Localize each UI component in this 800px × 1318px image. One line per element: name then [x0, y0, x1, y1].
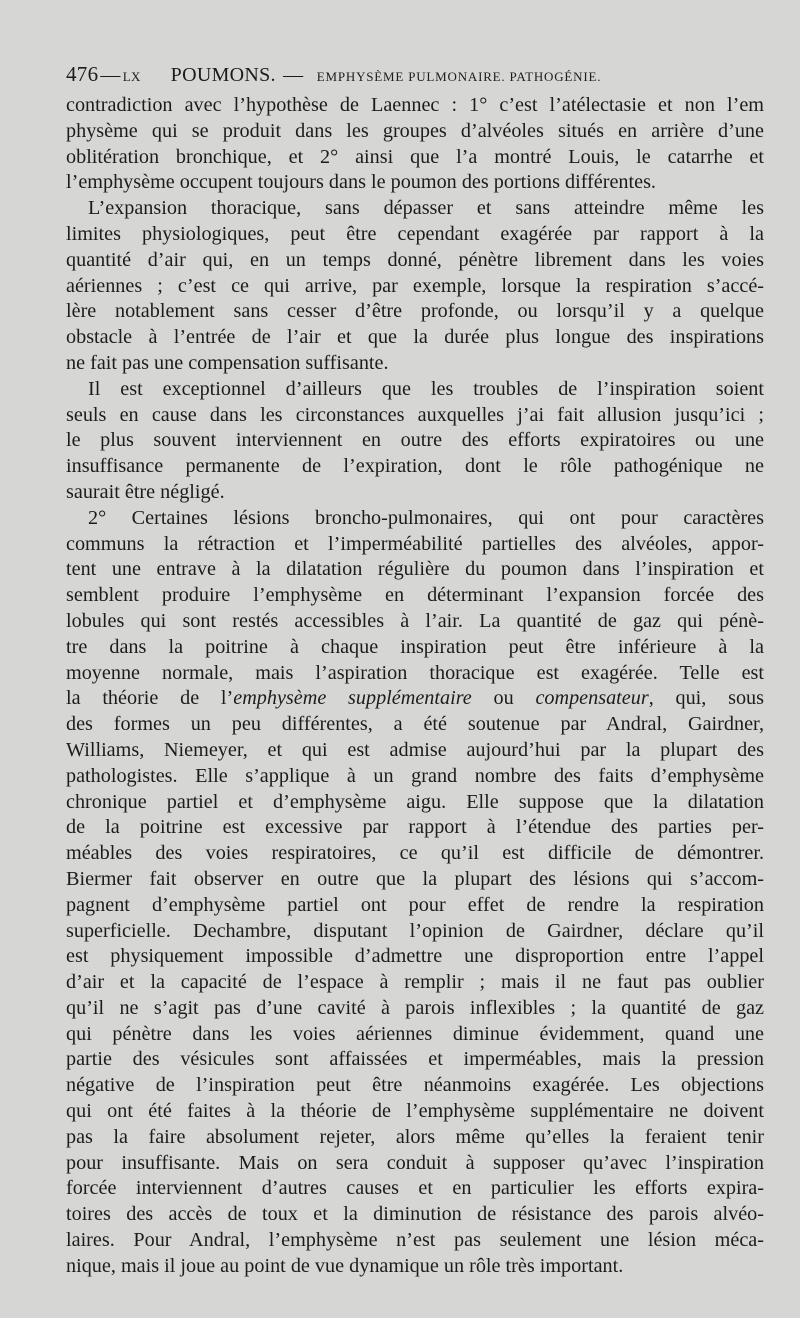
- text-line: des formes un peu différentes, a été soutenue par Andral, Gairdner,: [66, 713, 764, 736]
- text-line: communs la rétraction et l’imperméabilité partielles des alvéoles, appor-: [66, 532, 764, 555]
- text-line: qui pénètre dans les voies aériennes diminue évidemment, quand une: [66, 1022, 764, 1045]
- text-line: tent une entrave à la dilatation régulière du poumon dans l’inspiration et: [66, 558, 764, 581]
- text-line: laires. Pour Andral, l’emphysème n’est pas seulement une lésion méca-: [66, 1229, 764, 1252]
- text-line: quantité d’air qui, en un temps donné, pénètre librement dans les voies: [66, 248, 764, 271]
- text-line: qu’il ne s’agit pas d’une cavité à parois inflexibles ; la quantité de gaz: [66, 996, 764, 1019]
- text-line: L’expansion thoracique, sans dépasser et sans atteindre même les: [88, 197, 764, 220]
- text-line: d’air et la capacité de l’espace à remplir ; mais il ne faut pas oublier: [66, 971, 764, 994]
- text-line: 2° Certaines lésions broncho-pulmonaires, qui ont pour caractères: [88, 506, 764, 529]
- header-title: POUMONS.: [170, 64, 276, 86]
- text-line: la théorie de l’emphysème supplémentaire ou compensateur, qui, sous: [66, 687, 764, 710]
- text-line: tre dans la poitrine à chaque inspiration peut être inférieure à la: [66, 635, 764, 658]
- text-line: semblent produire l’emphysème en déterminant l’expansion forcée des: [66, 584, 764, 607]
- text-line: superficielle. Dechambre, disputant l’opinion de Gairdner, déclare qu’il: [66, 919, 764, 942]
- text-line: pagnent d’emphysème partiel ont pour effet de rendre la respiration: [66, 893, 764, 916]
- text-line: pas la faire absolument rejeter, alors même qu’elles la feraient tenir: [66, 1125, 764, 1148]
- text-line: contradiction avec l’hypothèse de Laennec : 1° c’est l’atélectasie et non l’em: [66, 94, 764, 116]
- section-number: LX: [122, 69, 141, 84]
- running-header: [66, 62, 764, 87]
- text-line: est physiquement impossible d’admettre une disproportion entre l’appel: [66, 945, 764, 968]
- text-line: aériennes ; c’est ce qui arrive, par exemple, lorsque la respiration s’accé-: [66, 274, 764, 297]
- text-line: pathologistes. Elle s’applique à un grand nombre des faits d’emphysème: [66, 764, 764, 787]
- text-line: partie des vésicules sont affaissées et imperméables, mais la pression: [66, 1048, 764, 1071]
- text-line: lobules qui sont restés accessibles à l’air. La quantité de gaz qui pénè-: [66, 609, 764, 632]
- paragraph: [66, 377, 764, 506]
- text-line: nique, mais il joue au point de vue dynamique un rôle très important.: [66, 1254, 624, 1277]
- text-line: chronique partiel et d’emphysème aigu. Elle suppose que la dilatation: [66, 790, 764, 813]
- text-line: de la poitrine est excessive par rapport à l’étendue des parties per-: [66, 816, 764, 839]
- text-line: toires des accès de toux et la diminution de résistance des parois alvéo-: [66, 1203, 764, 1226]
- text-line: saurait être négligé.: [66, 480, 225, 503]
- text-line: limites physiologiques, peut être cependant exagérée par rapport à la: [66, 222, 764, 245]
- text-line: négative de l’inspiration peut être néanmoins exagérée. Les objections: [66, 1074, 764, 1097]
- text-line: méables des voies respiratoires, ce qu’il est difficile de démontrer.: [66, 842, 764, 865]
- body-text: [66, 93, 764, 1280]
- text-line: seuls en cause dans les circonstances auxquelles j’ai fait allusion jusqu’ici ;: [66, 403, 764, 426]
- text-line: pour insuffisante. Mais on sera conduit à supposer qu’avec l’inspiration: [66, 1151, 764, 1174]
- italic-term: emphysème supplémentaire: [233, 687, 472, 710]
- text-line: le plus souvent interviennent en outre des efforts expiratoires ou une: [66, 429, 764, 452]
- text-line: forcée interviennent d’autres causes et en particulier les efforts expira-: [66, 1177, 764, 1200]
- text-line: qui ont été faites à la théorie de l’emphysème supplémentaire ne doivent: [66, 1100, 764, 1123]
- text-line: Biermer fait observer en outre que la plupart des lésions qui s’accom-: [66, 867, 764, 890]
- header-subtitle: EMPHYSÈME PULMONAIRE. PATHOGÉNIE.: [316, 69, 602, 84]
- text-line: obstacle à l’entrée de l’air et que la durée plus longue des inspirations: [66, 326, 764, 349]
- text-line: l’emphysème occupent toujours dans le poumon des portions différentes.: [66, 171, 656, 194]
- text-line: oblitération bronchique, et 2° ainsi que l’a montré Louis, le catarrhe et: [66, 145, 764, 168]
- text-line: Williams, Niemeyer, et qui est admise aujourd’hui par la plupart des: [66, 738, 764, 761]
- text-line: physème qui se produit dans les groupes d’alvéoles situés en arrière d’une: [66, 119, 764, 142]
- paragraph: [66, 196, 764, 377]
- header-dash: —: [100, 64, 121, 86]
- text-line: insuffisance permanente de l’expiration, dont le rôle pathogénique ne: [66, 455, 764, 478]
- text-line: moyenne normale, mais l’aspiration thoracique est exagérée. Telle est: [66, 661, 764, 684]
- paragraph: [66, 93, 764, 196]
- text-line: Il est exceptionnel d’ailleurs que les troubles de l’inspiration soient: [88, 377, 764, 400]
- header-separator: —: [277, 64, 309, 86]
- italic-term: compensateur: [535, 687, 649, 710]
- text-line: ne fait pas une compensation suffisante.: [66, 351, 389, 374]
- paragraph: [66, 506, 764, 1280]
- page-number: 476: [66, 62, 99, 86]
- text-line: lère notablement sans cesser d’être profonde, ou lorsqu’il y a quelque: [66, 300, 764, 323]
